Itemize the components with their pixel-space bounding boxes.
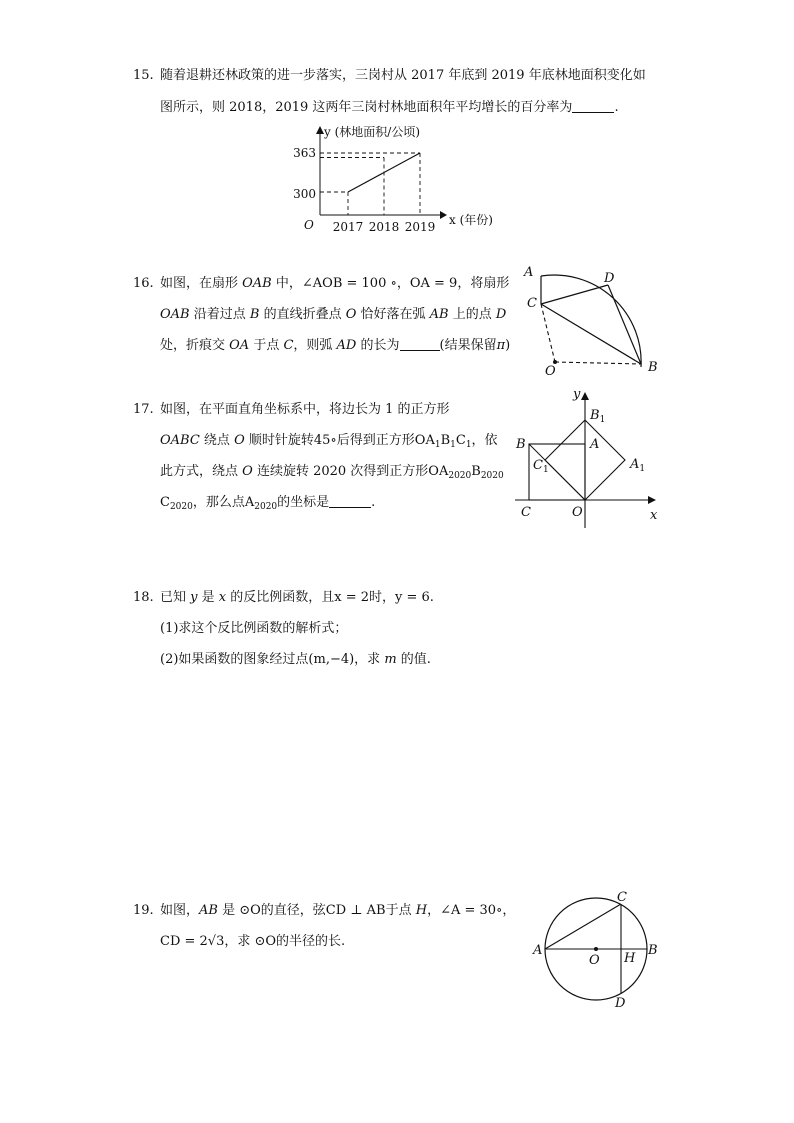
q16-line2: OAB 沿着过点 B 的直线折叠点 O 恰好落在弧 AB 上的点 D <box>160 307 507 322</box>
q18-number: 18. <box>133 590 154 605</box>
q17-label-C: C <box>521 505 531 520</box>
q16-label-D: D <box>604 271 615 286</box>
q19-label-H: H <box>624 951 636 966</box>
q17-label-A1: $A_1$ <box>630 457 646 474</box>
q18-subquestion-2: (2)如果函数的图象经过点(m,−4)，求 m 的值. <box>160 652 431 667</box>
q17-label-B1: $B_1$ <box>590 408 606 425</box>
q15-ytick-300: 300 <box>293 187 316 201</box>
q15-xtick-2018: 2018 <box>368 220 400 234</box>
q19-label-O: O <box>589 953 600 968</box>
q17-label-x: x <box>650 508 658 523</box>
q16-label-B: B <box>648 360 658 375</box>
q17-label-C1: $C_1$ <box>533 458 549 475</box>
q17-line1: 如图，在平面直角坐标系中，将边长为 1 的正方形 <box>160 402 450 417</box>
q19-line2: CD = 2√3，求 ⊙O的半径的长. <box>160 934 346 949</box>
q17-label-y: y <box>573 387 581 402</box>
q17-line4: $C_{2020}$，那么点$A_{2020}$的坐标是 . <box>160 495 376 512</box>
q19-label-C: C <box>617 890 627 905</box>
q15-ylabel: y (林地面积/公顷) <box>324 125 421 139</box>
q19-label-A: A <box>533 943 543 958</box>
q15-line2: 图所示，则 2018，2019 这两年三岗村林地面积年平均增长的百分率为 . <box>160 100 619 115</box>
q15-xtick-2019: 2019 <box>404 220 436 234</box>
q17-label-A: A <box>590 437 600 452</box>
q18-line1: 已知 y 是 x 的反比例函数，且x = 2时，y = 6. <box>160 590 434 605</box>
q17-number: 17. <box>133 402 154 417</box>
q19-label-B: B <box>648 943 658 958</box>
q15-xtick-2017: 2017 <box>332 220 364 234</box>
q15-ytick-363: 363 <box>293 146 316 160</box>
q19-line1: 如图，AB 是 ⊙O的直径，弦CD ⊥ AB于点 H，∠A = 30∘， <box>160 903 516 918</box>
q16-line1: 如图，在扇形 OAB 中，∠AOB = 100 ∘，OA = 9，将扇形 <box>160 276 510 291</box>
q15-origin: O <box>304 218 314 232</box>
q16-label-O: O <box>545 364 556 379</box>
q17-line3: 此方式，绕点 O 连续旋转 2020 次得到正方形$OA_{2020}B_{2020}$ <box>160 464 504 481</box>
q18-subquestion-1: (1)求这个反比例函数的解析式； <box>160 621 348 636</box>
q15-xlabel: x (年份) <box>449 213 493 227</box>
q15-number: 15. <box>133 68 154 83</box>
q19-label-D: D <box>615 996 626 1011</box>
q17-line2: OABC 绕点 O 顺时针旋转45∘后得到正方形$OA_1B_1C_1$，依 <box>160 433 498 450</box>
q17-label-O: O <box>572 505 583 520</box>
q19-number: 19. <box>133 903 154 918</box>
q16-number: 16. <box>133 276 154 291</box>
q16-label-C: C <box>527 296 537 311</box>
q17-label-B: B <box>516 437 526 452</box>
q16-label-A: A <box>524 265 534 280</box>
q16-line3: 处，折痕交 OA 于点 C，则弧 AD 的长为 (结果保留π) <box>160 338 511 353</box>
q15-line1: 随着退耕还林政策的进一步落实，三岗村从 2017 年底到 2019 年底林地面积变化如 <box>160 68 646 83</box>
